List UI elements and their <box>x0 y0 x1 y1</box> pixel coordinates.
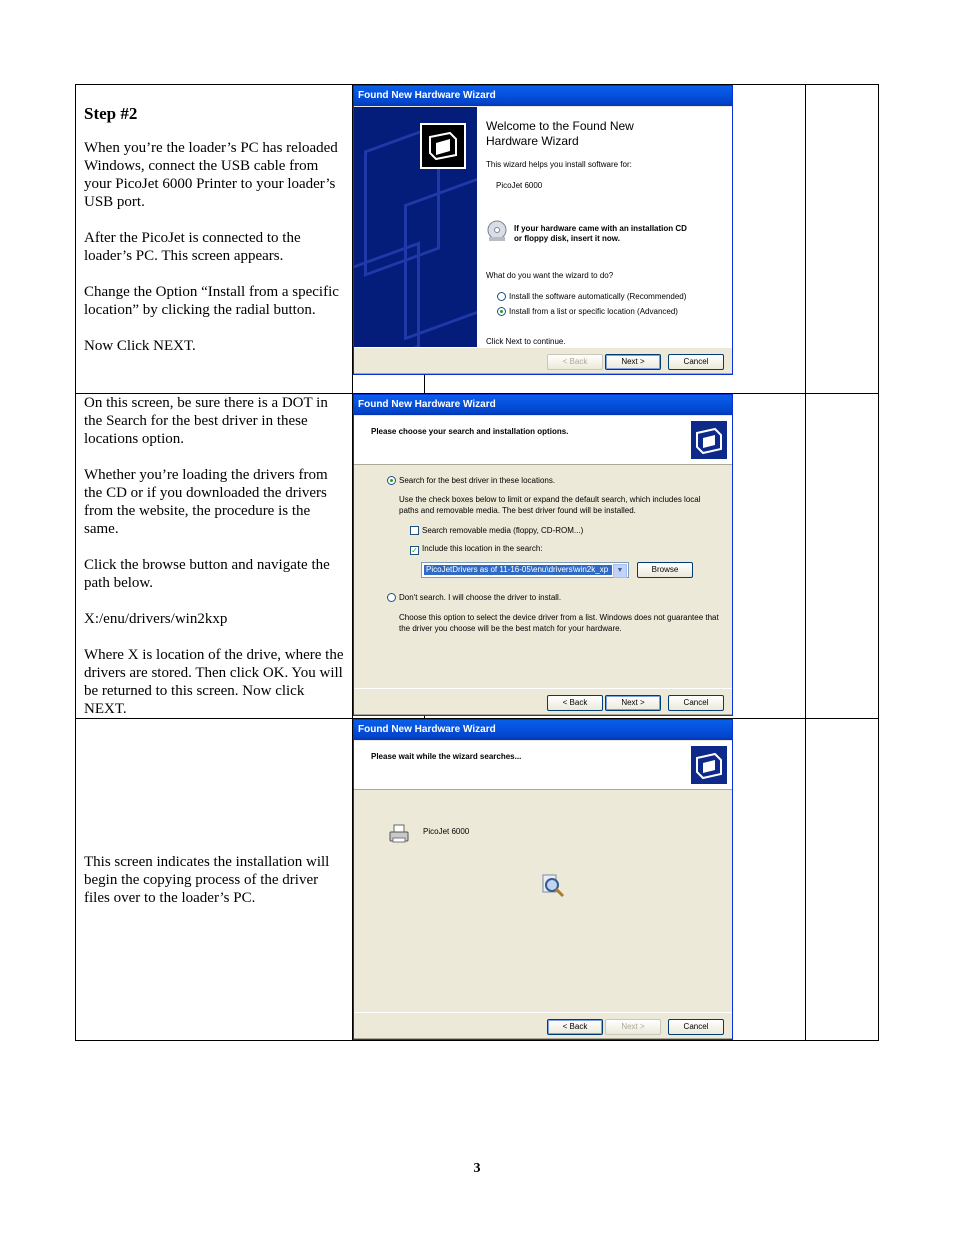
back-button[interactable]: < Back <box>547 354 603 370</box>
paragraph: Whether you’re loading the drivers from the CD or if you downloaded the drivers from the website, the procedure is the same. <box>84 467 328 537</box>
path-value: PicoJetDrivers as of 11-16-05\enu\drivers\win2k_xp <box>424 565 612 575</box>
search-wizard-window <box>353 394 733 716</box>
table-row <box>76 394 879 719</box>
next-button[interactable]: Next > <box>605 354 661 370</box>
paragraph: Now Click NEXT. <box>84 338 196 354</box>
screenshot-cell <box>358 394 806 719</box>
hardware-wizard-icon <box>691 746 727 784</box>
search-icon <box>540 873 566 899</box>
table-row <box>76 85 879 394</box>
wizard-footer <box>354 347 732 374</box>
screenshot-cell <box>358 719 806 1041</box>
spacer-cell <box>806 85 879 394</box>
path-combobox[interactable] <box>421 562 629 578</box>
spacer-cell <box>806 394 879 719</box>
option-list[interactable]: Install from a list or specific location (Advanced) <box>497 307 678 316</box>
wizard-header <box>354 741 732 790</box>
radio-icon[interactable] <box>497 292 506 301</box>
paragraph: Where X is location of the drive, where the drivers are stored. Then click OK. You will be returned to this screen. Now click NEXT. <box>84 647 344 717</box>
window-title: Found New Hardware Wizard <box>354 86 732 106</box>
welcome-title: Welcome to the Found New Hardware Wizard <box>486 119 634 148</box>
option-search[interactable]: Search for the best driver in these locations. <box>387 476 555 485</box>
printer-icon <box>388 822 412 846</box>
paragraph: Click the browse button and navigate the path below. <box>84 557 330 591</box>
search-description: Use the check boxes below to limit or expand the default search, which includes local paths and removable media. The best driver found will be installed. <box>399 495 701 515</box>
spacer-cell <box>806 719 879 1041</box>
cancel-button[interactable]: Cancel <box>668 354 724 370</box>
cd-icon <box>486 220 508 242</box>
checkbox-checked-icon[interactable]: ✓ <box>411 546 418 555</box>
next-button[interactable]: Next > <box>605 1019 661 1035</box>
step-heading: Step #2 <box>84 104 138 123</box>
hardware-wizard-icon <box>420 123 466 169</box>
continue-text: Click Next to continue. <box>486 337 566 346</box>
cancel-button[interactable]: Cancel <box>668 695 724 711</box>
paragraph: Change the Option “Install from a specific location” by clicking the radial button. <box>84 284 339 318</box>
hardware-wizard-icon <box>691 421 727 459</box>
welcome-wizard-window <box>353 85 733 375</box>
header-text: Please wait while the wizard searches... <box>371 752 522 761</box>
intro-text: This wizard helps you install software for: <box>486 160 632 169</box>
paragraph: After the PicoJet is connected to the loader’s PC. This screen appears. <box>84 230 301 264</box>
next-button[interactable]: Next > <box>605 695 661 711</box>
device-name: PicoJet 6000 <box>496 181 543 190</box>
checkbox-icon[interactable] <box>410 526 419 535</box>
welcome-content <box>477 107 732 348</box>
chevron-down-icon[interactable]: ▼ <box>613 564 627 578</box>
paragraph: On this screen, be sure there is a DOT in the Search for the best driver in these locations option. <box>84 395 328 447</box>
question-text: What do you want the wizard to do? <box>486 271 614 280</box>
check-removable[interactable]: Search removable media (floppy, CD-ROM...) <box>410 526 583 535</box>
wizard-footer <box>354 1012 732 1039</box>
option-auto[interactable]: Install the software automatically (Recommended) <box>497 292 686 301</box>
paragraph: When you’re the loader’s PC has reloaded Windows, connect the USB cable from your PicoJet 6000 Printer to your loader’s USB port. <box>84 140 338 210</box>
searching-wizard-window <box>353 719 733 1040</box>
wizard-footer <box>354 688 732 715</box>
paragraph: This screen indicates the installation will begin the copying process of the driver files over to the loader’s PC. <box>84 853 330 906</box>
option-manual[interactable]: Don't search. I will choose the driver to install. <box>387 593 561 602</box>
driver-path-text: X:/enu/drivers/win2kxp <box>84 611 228 627</box>
step-text-cell <box>76 85 353 394</box>
cd-instruction: If your hardware came with an installation CD or floppy disk, insert it now. <box>514 224 687 243</box>
window-title: Found New Hardware Wizard <box>354 395 732 415</box>
manual-description: Choose this option to select the device driver from a list. Windows does not guarantee that the driver you choose will be the best match for your hardware. <box>399 613 719 633</box>
instruction-table <box>75 84 879 1041</box>
step-text-cell <box>76 719 353 1041</box>
wizard-header <box>354 416 732 465</box>
check-include[interactable]: ✓ Include this location in the search: <box>411 544 543 555</box>
table-row <box>76 719 879 1041</box>
device-name: PicoJet 6000 <box>423 827 470 836</box>
step-text-cell <box>76 394 353 719</box>
page-number: 3 <box>473 1161 481 1176</box>
radio-selected-icon[interactable] <box>387 476 396 485</box>
back-button[interactable]: < Back <box>547 695 603 711</box>
radio-selected-icon[interactable] <box>497 307 506 316</box>
window-title: Found New Hardware Wizard <box>354 720 732 740</box>
header-text: Please choose your search and installation options. <box>371 427 569 436</box>
radio-icon[interactable] <box>387 593 396 602</box>
back-button[interactable]: < Back <box>547 1019 603 1035</box>
browse-button[interactable]: Browse <box>637 562 693 578</box>
cancel-button[interactable]: Cancel <box>668 1019 724 1035</box>
screenshot-cell <box>358 85 806 394</box>
wizard-side-banner <box>354 107 477 347</box>
